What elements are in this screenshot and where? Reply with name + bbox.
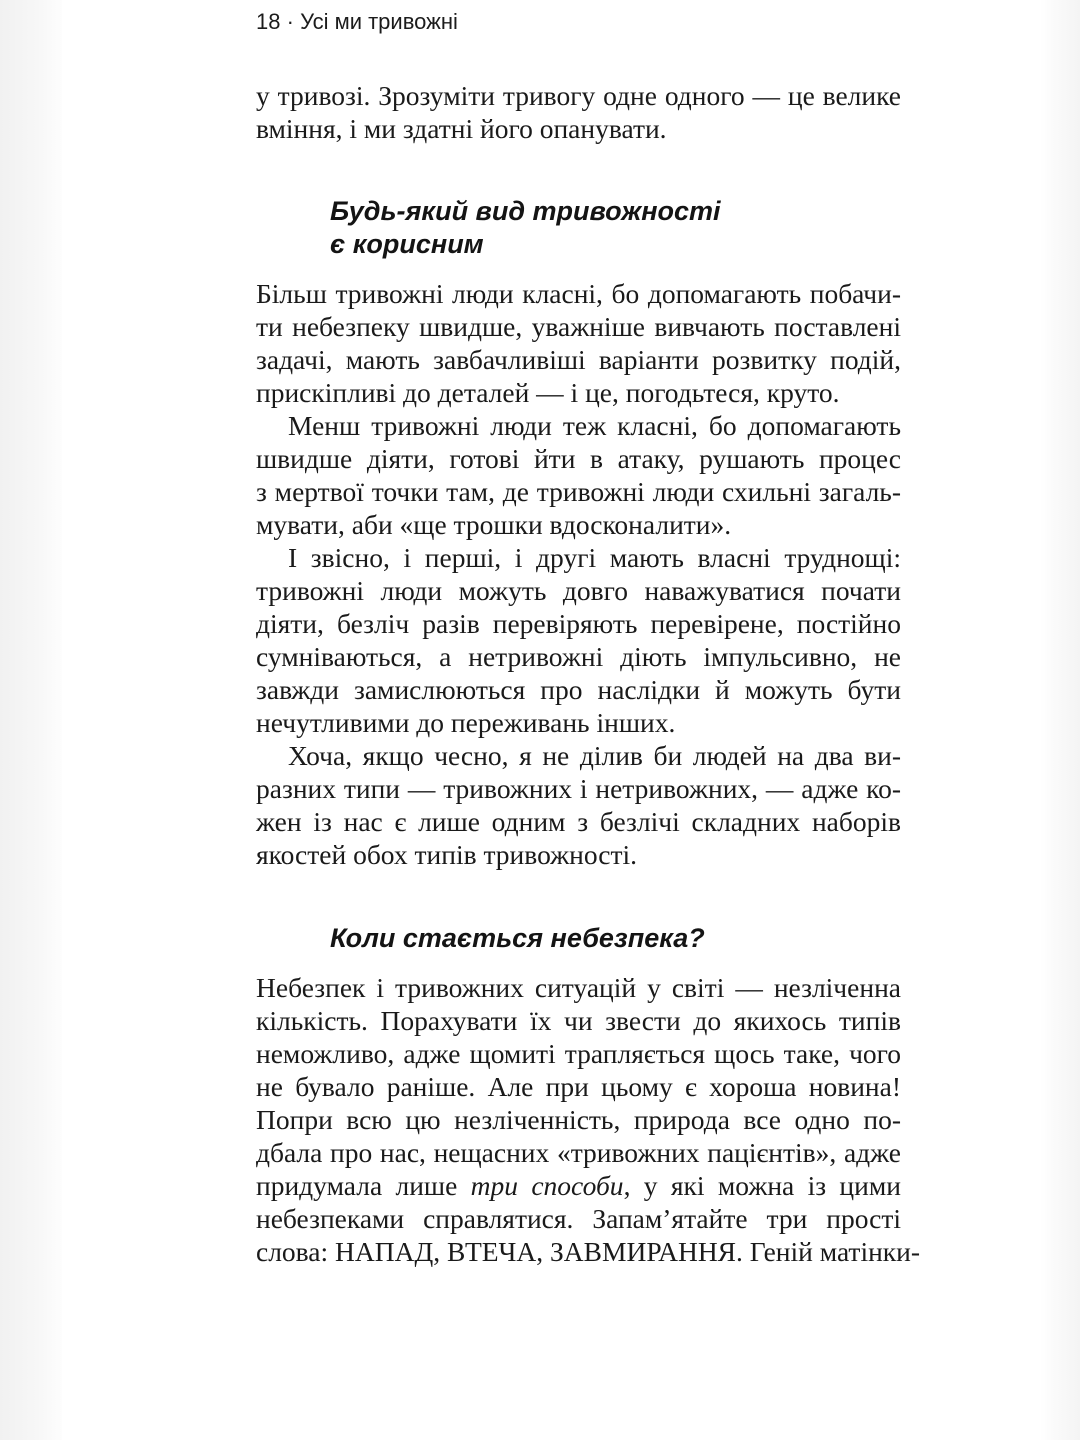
text-line: Хоча, якщо чесно, я не ділив би людей на два ви- [288,740,901,771]
page-gutter-shadow-right [1040,0,1080,1440]
running-title: Усі ми тривожні [300,9,458,34]
text-line: жен із нас є лише одним з безлічі складних наборів [256,806,901,837]
text-line: слова: НАПАД, ВТЕЧА, ЗАВМИРАННЯ. Геній матінки- [256,1236,921,1267]
text-run: придумала лише [256,1170,471,1201]
page-gutter-shadow-left [0,0,62,1440]
text-line: разних типи — тривожних і нетривожних, — адже ко- [256,773,901,804]
section-heading-2: Коли стається небезпека? [330,923,705,953]
text-line: якостей обох типів тривожності. [256,839,638,870]
text-line: тривожні люди можуть довго наважуватися почати [256,575,901,606]
running-head [256,6,458,38]
page-number: 18 [256,9,281,34]
text-line: сумніваються, а нетривожні діють імпульсивно, не [256,641,901,672]
text-line: не бувало раніше. Але при цьому є хороша новина! [256,1071,901,1102]
section-heading-1-line-2: є корисним [330,229,484,259]
text-line-with-italic [256,1169,901,1203]
text-line: діяти, безліч разів перевіряють перевірене, постійно [256,608,901,639]
text-line: небезпеками справлятися. Запам’ятайте три прості [256,1203,901,1234]
section-heading-1-line-1: Будь-який вид тривожності [330,196,721,226]
text-line: мувати, аби «ще трошки вдосконалити». [256,509,732,540]
text-line: вміння, і ми здатні його опанувати. [256,113,667,144]
running-head-separator: · [286,9,294,34]
text-line: у тривозі. Зрозуміти тривогу одне одного — це велике [256,80,901,111]
text-line: ти небезпеку швидше, уважніше вивчають поставлені [256,311,901,342]
text-line: задачі, мають завбачливіші варіанти розвитку подій, [256,344,901,375]
text-line: Менш тривожні люди теж класні, бо допомагають [288,410,901,441]
text-line: Небезпек і тривожних ситуацій у світі — незліченна [256,972,901,1003]
text-run: , у які можна із цими [623,1170,901,1201]
text-line: І звісно, і перші, і другі мають власні труднощі: [288,542,901,573]
text-line: завжди замислюються про наслідки й можуть бути [256,674,901,705]
text-line: кількість. Порахувати їх чи звести до якихось типів [256,1005,901,1036]
text-line: неможливо, адже щомиті трапляється щось таке, чого [256,1038,901,1069]
text-line: Більш тривожні люди класні, бо допомагають побачи- [256,278,901,309]
text-line: з мертвої точки там, де тривожні люди схильні загаль- [256,476,901,507]
text-line: Попри всю цю незліченність, природа все одно по- [256,1104,901,1135]
text-line: швидше діяти, готові йти в атаку, рушають процес [256,443,901,474]
text-line: прискіпливі до деталей — і це, погодьтеся, круто. [256,377,840,408]
text-line: дбала про нас, нещасних «тривожних пацієнтів», адже [256,1137,901,1168]
text-line: нечутливими до переживань інших. [256,707,676,738]
italic-emphasis: три способи [470,1170,624,1201]
